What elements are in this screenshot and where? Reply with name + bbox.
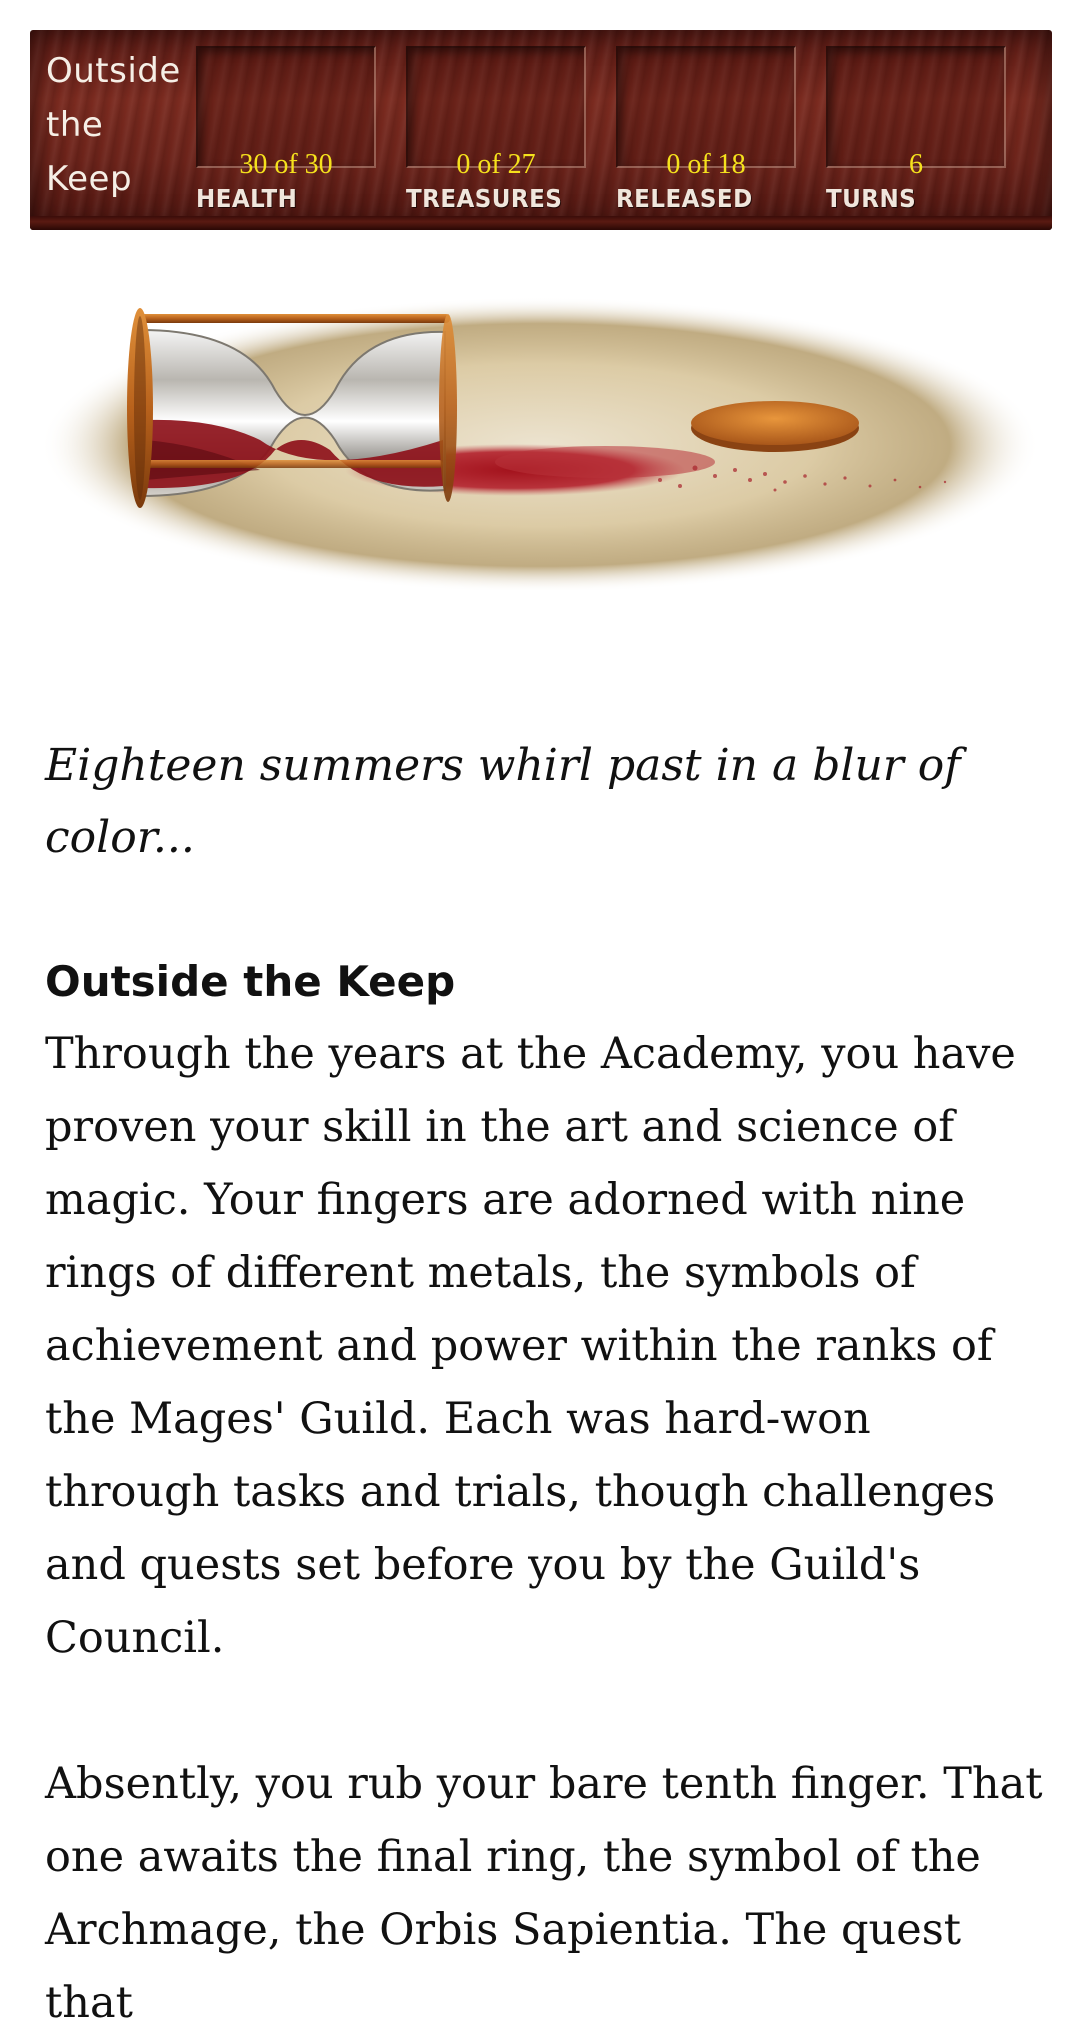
story-text [45, 730, 1045, 2040]
location-heading: Outside the Keep [45, 957, 456, 1006]
treasures-stat [406, 46, 586, 211]
released-label: RELEASED [616, 184, 753, 213]
turns-stat [826, 46, 1006, 211]
health-value: 30 of 30 [239, 149, 333, 180]
story-paragraph: Absently, you rub your bare tenth finger. That one awaits the final ring, the symbol of the Archmage, the Orbis Sapientia. The quest that [45, 1759, 1043, 2028]
intro-text: Eighteen summers whirl past in a blur of color... [45, 740, 961, 863]
tipped-hourglass-icon [45, 290, 1035, 590]
treasures-value: 0 of 27 [456, 149, 536, 180]
turns-label: TURNS [826, 184, 917, 213]
health-stat [196, 46, 376, 211]
released-stat [616, 46, 796, 211]
story-paragraph: Through the years at the Academy, you have proven your skill in the art and science of magic. Your fingers are adorned with nine rings of different metals, the symbols of achievement and power within the ranks of the Mages' Guild. Each was hard-won through tasks and trials, though challenges and quests set before you by the Guild's Council. [45, 1029, 1016, 1663]
status-bar [30, 30, 1052, 230]
treasures-label: TREASURES [406, 184, 563, 213]
released-value: 0 of 18 [666, 149, 746, 180]
turns-value: 6 [909, 149, 923, 180]
location-name: Outside the Keep [46, 51, 181, 199]
health-label: HEALTH [196, 184, 298, 213]
